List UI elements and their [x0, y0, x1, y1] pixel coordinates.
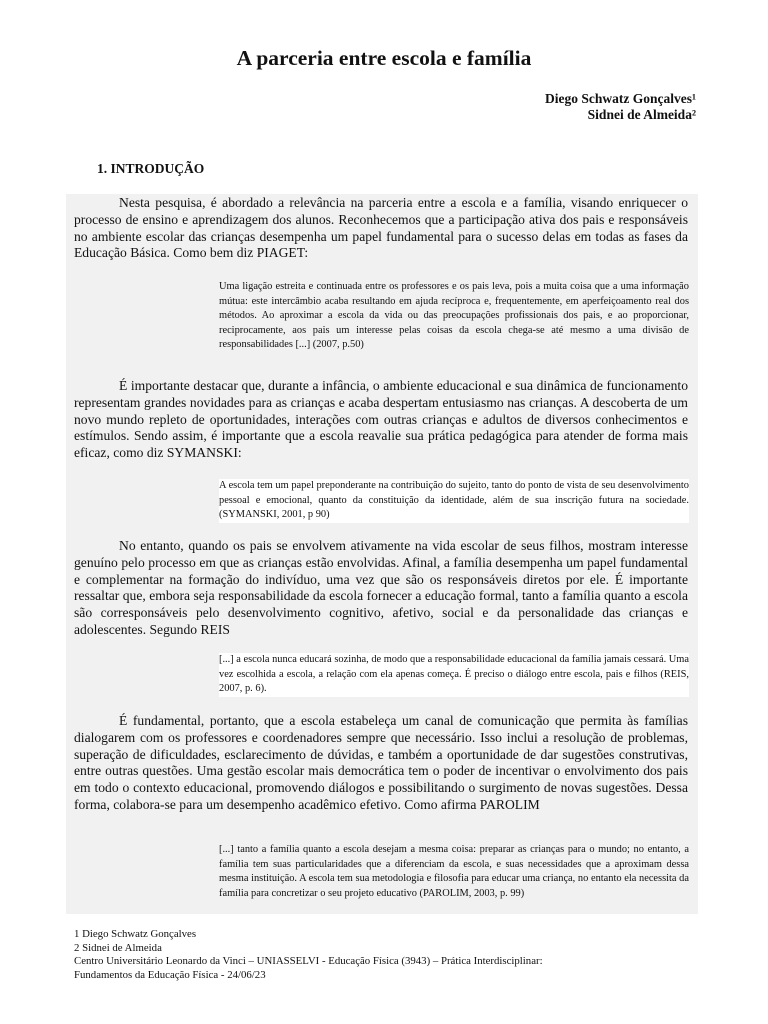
- paragraph-4: É fundamental, portanto, que a escola estabeleça um canal de comunicação que permita às famílias dialogarem com os professores e coordenadores sempre que necessário. Isso inclui a resolução de problemas, superação de dificuldades, esclarecimento de dúvidas, e também a oportunidade de dar sugestões construtivas, entre outras questões. Uma gestão escolar mais democrática tem o poder de incentivar o envolvimento dos pais em todo o contexto educacional, promovendo diálogos e possibilitando o surgimento de novas sugestões. Dessa forma, colabora-se para um desempenho acadêmico efetivo. Como afirma PAROLIM: [74, 713, 688, 812]
- paragraph-2: É importante destacar que, durante a infância, o ambiente educacional e sua dinâmica de funcionamento representam grandes novidades para as crianças e acaba despertam entusiasmo nas crianças. A descoberta de um novo mundo repleto de oportunidades, interações com outras crianças e adultos de diversos conhecimentos e estímulos. Sendo assim, é importante que a escola reavalie sua prática pedagógica para atender de forma mais eficaz, como diz SYMANSKI:: [74, 378, 688, 461]
- quote-reis: [...] a escola nunca educará sozinha, de modo que a responsabilidade educacional da família jamais cessará. Uma vez escolhida a escola, a relação com ela apenas começa. É preciso o diálogo entre escola, pais e filhos (REIS, 2007, p. 6).: [219, 653, 689, 697]
- quote-piaget: Uma ligação estreita e continuada entre os professores e os pais leva, pois a muita coisa que a uma informação mútua: este intercâmbio acaba resultando em ajuda recíproca e, frequentemente, em aperfeiçoamento real dos métodos. Ao aproximar a escola da vida ou das preocupações profissionais dos pais, e ao proporcionar, reciprocamente, aos pais um interesse pelas coisas da escola chega-se até mesmo a uma divisão de responsabilidades [...] (2007, p.50): [219, 281, 689, 350]
- footnotes: [74, 928, 694, 982]
- quote-symanski: A escola tem um papel preponderante na contribuição do sujeito, tanto do ponto de vista de seu desenvolvimento pessoal e emocional, quanto da constituição da identidade, além de sua inscrição futura na sociedade. (SYMANSKI, 2001, p 90): [219, 479, 689, 523]
- footnote-institution: Centro Universitário Leonardo da Vinci – UNIASSELVI - Educação Física (3943) – Prática Interdisciplinar:: [74, 955, 543, 967]
- author-1: Diego Schwatz Gonçalves¹: [544, 91, 696, 106]
- paragraph-3: No entanto, quando os pais se envolvem ativamente na vida escolar de seus filhos, mostram interesse genuíno pelo processo em que as crianças estão envolvidas. Afinal, a família desempenha um papel fundamental e complementar na formação do indivíduo, uma vez que são os responsáveis diretos por ele. É importante ressaltar que, embora seja responsabilidade da escola fornecer a educação formal, tanto a família quanto a escola são corresponsáveis pelo desenvolvimento cognitivo, afetivo, social e da personalidade das crianças e adolescentes. Segundo REIS: [74, 538, 688, 637]
- author-2: Sidnei de Almeida²: [587, 107, 696, 122]
- footnote-2: 2 Sidnei de Almeida: [74, 941, 162, 954]
- quote-parolim: [...] tanto a família quanto a escola desejam a mesma coisa: preparar as crianças para o mundo; no entanto, a família tem suas particularidades que a diferenciam da escola, e suas necessidades que a aproximam dessa mesma instituição. A escola tem sua metodologia e filosofia para educar uma criança, no entanto ela necessita da família para concretizar o seu projeto educativo (PAROLIM, 2003, p. 99): [219, 844, 689, 899]
- footnote-1: 1 Diego Schwatz Gonçalves: [74, 928, 197, 940]
- paragraph-1: Nesta pesquisa, é abordado a relevância na parceria entre a escola e a família, visando enriquecer o processo de ensino e aprendizagem dos alunos. Reconhecemos que a participação ativa dos pais e responsáveis no ambiente escolar das crianças desempenha um papel fundamental para o sucesso delas em todas as fases da Educação Básica. Como bem diz PIAGET:: [74, 195, 688, 261]
- footnote-course: Fundamentos da Educação Física - 24/06/23: [74, 968, 266, 981]
- section-heading: 1. INTRODUÇÃO: [97, 161, 205, 176]
- document-title: A parceria entre escola e família: [236, 46, 532, 70]
